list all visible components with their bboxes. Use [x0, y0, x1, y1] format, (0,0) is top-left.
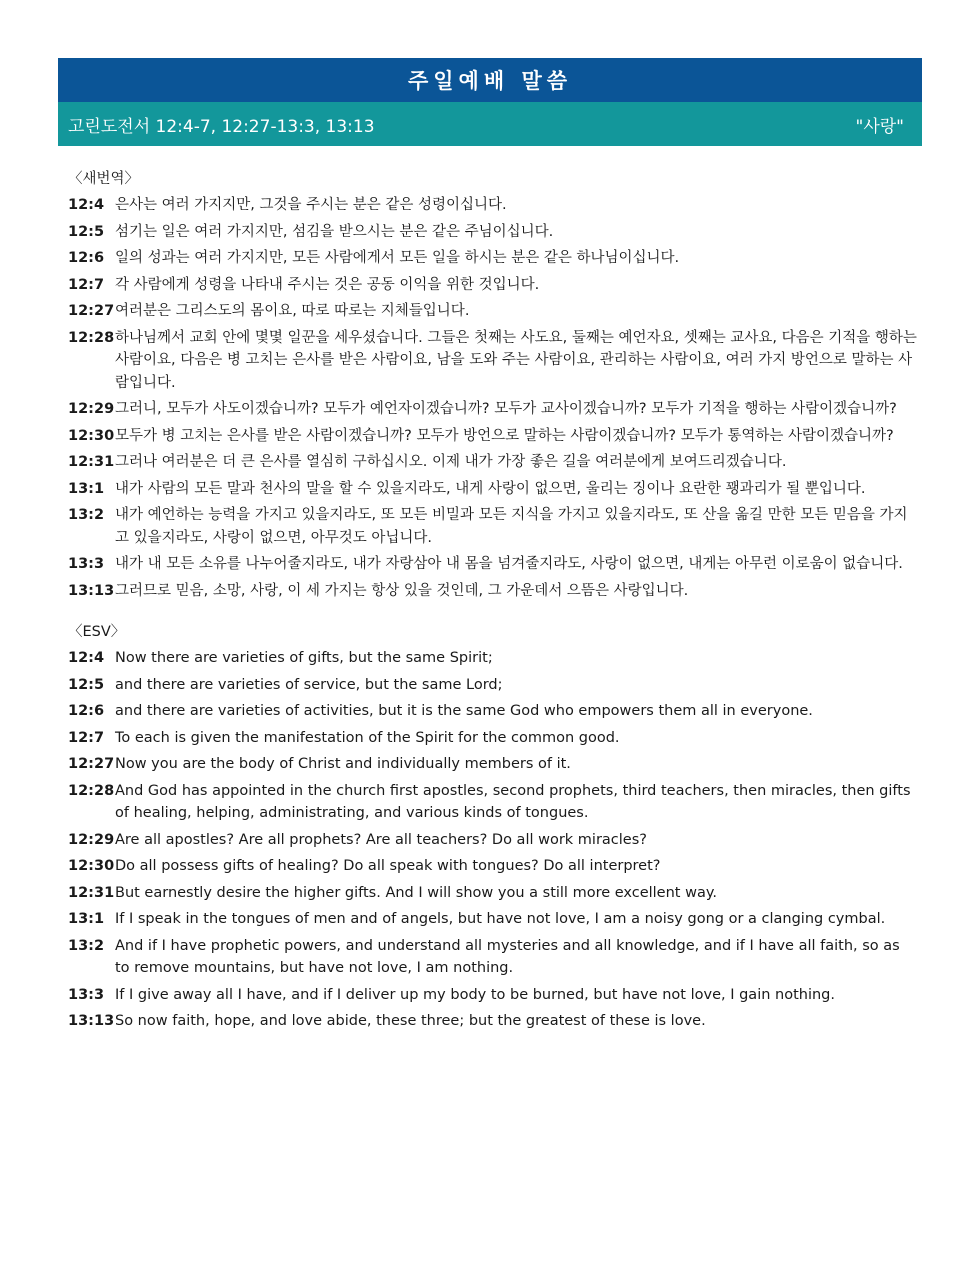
verse-ref: 12:7: [68, 276, 105, 293]
verse-row: [68, 425, 918, 448]
verse-ref: 12:30: [68, 858, 115, 874]
verse-row: [68, 882, 918, 905]
verse-row: [68, 1010, 918, 1033]
verse-ref: 12:28: [68, 329, 115, 346]
verse-ref: 12:7: [68, 729, 105, 746]
verse-row: [68, 727, 918, 750]
verse-text: 일의 성과는 여러 가지지만, 모든 사람에게서 모든 일을 하시는 분은 같은 하나님이십니다.: [115, 250, 680, 266]
verse-row: [68, 829, 918, 852]
verse-row: [68, 300, 918, 323]
verse-text: 그러니, 모두가 사도이겠습니까? 모두가 예언자이겠습니까? 모두가 교사이겠습니까? 모두가 기적을 행하는 사람이겠습니까?: [115, 401, 897, 417]
sermon-theme: "사랑": [855, 116, 904, 137]
verse-row: [68, 674, 918, 697]
reference-banner: [58, 102, 922, 146]
verse-ref: 12:6: [68, 250, 105, 266]
korean-verse-list: [68, 194, 918, 602]
verse-row: [68, 935, 918, 980]
verse-ref: 13:1: [68, 480, 105, 497]
verse-ref: 13:13: [68, 582, 115, 599]
verse-ref: 13:3: [68, 556, 105, 572]
verse-row: [68, 700, 918, 723]
verse-text: 은사는 여러 가지지만, 그것을 주시는 분은 같은 성령이십니다.: [115, 197, 507, 213]
verse-row: [68, 580, 918, 603]
scripture-content: [68, 168, 918, 1037]
verse-row: [68, 194, 918, 217]
verse-text: 하나님께서 교회 안에 몇몇 일꾼을 세우셨습니다. 그들은 첫째는 사도요, 둘째는 예언자요, 셋째는 교사요, 다음은 기적을 행하는 사람이요, 다음은 병 고치는 은사를 받은 사람이요, 남을 도와 주는 사람이요, 관리하는 사람이요, 여러 가지 방언으로 말하는 사람입니다.: [115, 329, 917, 391]
verse-ref: 13:1: [68, 911, 105, 927]
verse-row: [68, 504, 918, 549]
verse-row: [68, 247, 918, 270]
verse-row: [68, 274, 918, 297]
verse-text: 내가 내 모든 소유를 나누어줄지라도, 내가 자랑삼아 내 몸을 넘겨줄지라도, 사랑이 없으면, 내게는 아무런 이로움이 없습니다.: [115, 556, 903, 572]
verse-ref: 13:13: [68, 1013, 115, 1029]
english-verse-list: [68, 647, 918, 1033]
verse-ref: 12:5: [68, 676, 105, 693]
verse-row: [68, 753, 918, 776]
korean-version-label: 〈새번역〉: [68, 171, 140, 187]
verse-row: [68, 398, 918, 421]
verse-ref: 12:29: [68, 401, 115, 417]
verse-ref: 12:27: [68, 303, 115, 319]
verse-ref: 12:28: [68, 782, 115, 799]
verse-ref: 13:2: [68, 507, 105, 523]
title-banner: [58, 58, 922, 102]
verse-row: [68, 908, 918, 931]
verse-row: [68, 855, 918, 878]
verse-text: If I speak in the tongues of men and of angels, but have not love, I am a noisy gong or a clanging cymbal.: [115, 911, 886, 927]
english-version-label: 〈ESV〉: [68, 624, 126, 640]
verse-text: To each is given the manifestation of the Spirit for the common good.: [115, 729, 620, 746]
verse-ref: 12:31: [68, 884, 115, 901]
verse-row: [68, 647, 918, 670]
verse-ref: 12:4: [68, 650, 105, 666]
verse-text: 그러나 여러분은 더 큰 은사를 열심히 구하십시오. 이제 내가 가장 좋은 길을 여러분에게 보여드리겠습니다.: [115, 454, 787, 470]
verse-row: [68, 221, 918, 244]
verse-text: and there are varieties of service, but the same Lord;: [115, 676, 503, 693]
verse-row: [68, 984, 918, 1007]
verse-ref: 12:5: [68, 223, 105, 240]
verse-row: [68, 780, 918, 825]
verse-text: 그러므로 믿음, 소망, 사랑, 이 세 가지는 항상 있을 것인데, 그 가운데서 으뜸은 사랑입니다.: [115, 582, 689, 599]
verse-ref: 12:31: [68, 454, 115, 470]
verse-ref: 12:4: [68, 197, 105, 213]
verse-text: 내가 예언하는 능력을 가지고 있을지라도, 또 모든 비밀과 모든 지식을 가지고 있을지라도, 또 산을 옮길 만한 모든 믿음을 가지고 있을지라도, 사랑이 없으면, 아무것도 아닙니다.: [115, 507, 908, 546]
verse-text: Now you are the body of Christ and individually members of it.: [115, 756, 571, 772]
verse-ref: 12:29: [68, 831, 115, 848]
verse-row: [68, 451, 918, 474]
verse-text: Now there are varieties of gifts, but the same Spirit;: [115, 650, 493, 666]
verse-text: So now faith, hope, and love abide, these three; but the greatest of these is love.: [115, 1013, 706, 1029]
page-title: 주일예배 말씀: [407, 69, 573, 93]
verse-text: 모두가 병 고치는 은사를 받은 사람이겠습니까? 모두가 방언으로 말하는 사람이겠습니까? 모두가 통역하는 사람이겠습니까?: [115, 427, 894, 444]
verse-ref: 12:30: [68, 427, 115, 444]
verse-ref: 13:3: [68, 986, 105, 1003]
verse-ref: 12:27: [68, 756, 115, 772]
verse-text: And if I have prophetic powers, and understand all mysteries and all knowledge, and if I have all faith, so as to remove mountains, but have not love, I am nothing.: [115, 937, 900, 976]
verse-row: [68, 478, 918, 501]
verse-text: 섬기는 일은 여러 가지지만, 섬김을 받으시는 분은 같은 주님이십니다.: [115, 223, 554, 240]
verse-text: 여러분은 그리스도의 몸이요, 따로 따로는 지체들입니다.: [115, 303, 470, 319]
verse-text: 내가 사람의 모든 말과 천사의 말을 할 수 있을지라도, 내게 사랑이 없으면, 울리는 징이나 요란한 꽹과리가 될 뿐입니다.: [115, 480, 866, 497]
scripture-reference: 고린도전서 12:4-7, 12:27-13:3, 13:13: [68, 116, 375, 137]
verse-ref: 13:2: [68, 937, 105, 954]
verse-text: and there are varieties of activities, but it is the same God who empowers them all in everyone.: [115, 703, 813, 719]
verse-text: And God has appointed in the church first apostles, second prophets, third teachers, then miracles, then gifts of healing, helping, administrating, and various kinds of tongues.: [115, 782, 911, 821]
verse-text: If I give away all I have, and if I deliver up my body to be burned, but have not love, I gain nothing.: [115, 986, 835, 1003]
verse-text: 각 사람에게 성령을 나타내 주시는 것은 공동 이익을 위한 것입니다.: [115, 276, 540, 293]
verse-text: Are all apostles? Are all prophets? Are all teachers? Do all work miracles?: [115, 831, 647, 848]
verse-row: [68, 553, 918, 576]
verse-ref: 12:6: [68, 703, 105, 719]
verse-row: [68, 327, 918, 395]
verse-text: But earnestly desire the higher gifts. And I will show you a still more excellent way.: [115, 884, 717, 901]
verse-text: Do all possess gifts of healing? Do all speak with tongues? Do all interpret?: [115, 858, 661, 874]
